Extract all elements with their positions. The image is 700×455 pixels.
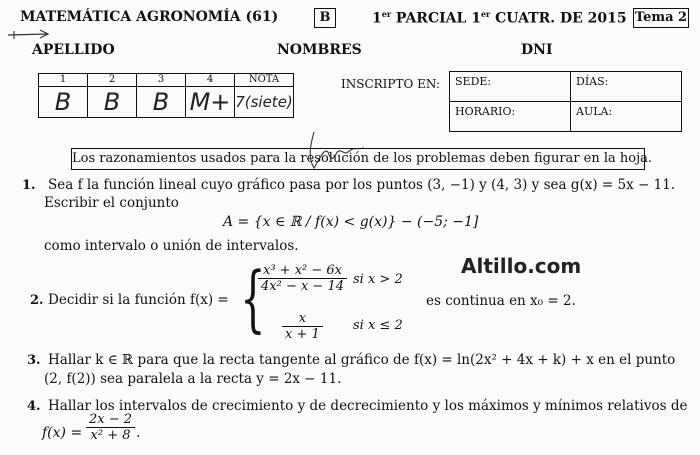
apellido-label: APELLIDO — [32, 42, 115, 58]
grade-value-1: B — [39, 87, 88, 118]
sede-table — [449, 71, 682, 132]
parcial-end: CUATR. DE 2015 — [490, 10, 627, 27]
problem-4-period: . — [136, 425, 141, 441]
sede-row-2 — [450, 102, 682, 132]
case-1-denominator: 4x² − x − 14 — [261, 279, 345, 294]
altillo-watermark: Altillo.com — [461, 254, 582, 278]
grade-header-2: 2 — [88, 74, 137, 87]
problem-1-formula: A = {x ∈ ℝ / f(x) < g(x)} − (−5; −1] — [223, 214, 479, 230]
case-2-numerator: x — [282, 311, 323, 327]
inscripto-label: INSCRIPTO EN: — [341, 77, 441, 91]
problem-1-line-1: Sea f la función lineal cuyo gráfico pasa por los puntos (3, −1) y (4, 3) y sea g(x) = 5x − 11. — [48, 177, 676, 193]
version-letter: B — [314, 8, 336, 28]
problem-2-number: 2. — [30, 293, 44, 308]
parcial-number: 1 — [372, 10, 382, 27]
problem-4-denominator: x² + 8 — [90, 428, 131, 443]
case-1-fraction — [258, 263, 347, 294]
dias-cell: DÍAS: — [571, 72, 682, 102]
problem-3-line-2: (2, f(2)) sea paralela a la recta y = 2x − 11. — [44, 371, 342, 387]
parcial-heading — [372, 9, 627, 27]
case-2-condition: si x ≤ 2 — [353, 318, 403, 333]
case-1-numerator: x³ + x² − 6x — [258, 263, 347, 279]
nombres-label: NOMBRES — [277, 42, 362, 58]
parcial-middle: PARCIAL 1 — [391, 10, 481, 27]
grade-header-3: 3 — [137, 74, 186, 87]
horario-cell: HORARIO: — [450, 102, 571, 132]
problem-1-line-3: como intervalo o unión de intervalos. — [44, 238, 299, 254]
problem-2-tail: es continua en x₀ = 2. — [426, 293, 576, 309]
sede-cell: SEDE: — [450, 72, 571, 102]
case-1-condition: si x > 2 — [353, 272, 403, 287]
grade-header-4: 4 — [186, 74, 235, 87]
problem-4-number: 4. — [27, 399, 41, 414]
parcial-sup-1: er — [381, 9, 392, 19]
problem-4-lead: f(x) = — [42, 425, 83, 441]
grade-header-nota: NOTA — [235, 74, 294, 87]
exam-title: MATEMÁTICA AGRONOMÍA (61) — [20, 9, 279, 25]
pen-scribble-arrow — [4, 28, 54, 42]
problem-1-line-2: Escribir el conjunto — [44, 195, 179, 211]
problem-1-number: 1. — [22, 178, 36, 193]
parcial-sup-2: er — [480, 9, 491, 19]
dni-label: DNI — [521, 42, 553, 58]
problem-4-numerator: 2x − 2 — [86, 412, 135, 428]
problem-4-fraction — [86, 412, 135, 443]
grade-header-1: 1 — [39, 74, 88, 87]
problem-2-lead: Decidir si la función f(x) = — [48, 292, 229, 308]
problem-3-line-1: Hallar k ∈ ℝ para que la recta tangente al gráfico de f(x) = ln(2x² + 4x + k) + x en el punto — [48, 352, 676, 368]
grade-value-3: B — [137, 87, 186, 118]
piecewise-brace: { — [240, 256, 266, 340]
tema-badge: Tema 2 — [633, 8, 689, 28]
grades-table — [38, 73, 294, 118]
sede-row-1 — [450, 72, 682, 102]
case-2-fraction — [282, 311, 323, 342]
grade-value-nota: 7(siete) — [235, 87, 294, 118]
grades-header-row — [39, 74, 294, 87]
case-2-denominator: x + 1 — [285, 327, 320, 342]
instructions-notice: Los razonamientos usados para la resolución de los problemas deben figurar en la hoja. — [71, 148, 645, 170]
grade-value-4: M+ — [186, 87, 235, 118]
problem-4-line-1: Hallar los intervalos de crecimiento y de decrecimiento y los máximos y mínimos relativos de — [48, 398, 688, 414]
aula-cell: AULA: — [571, 102, 682, 132]
problem-3-number: 3. — [27, 353, 41, 368]
grade-value-2: B — [88, 87, 137, 118]
grades-value-row — [39, 87, 294, 118]
